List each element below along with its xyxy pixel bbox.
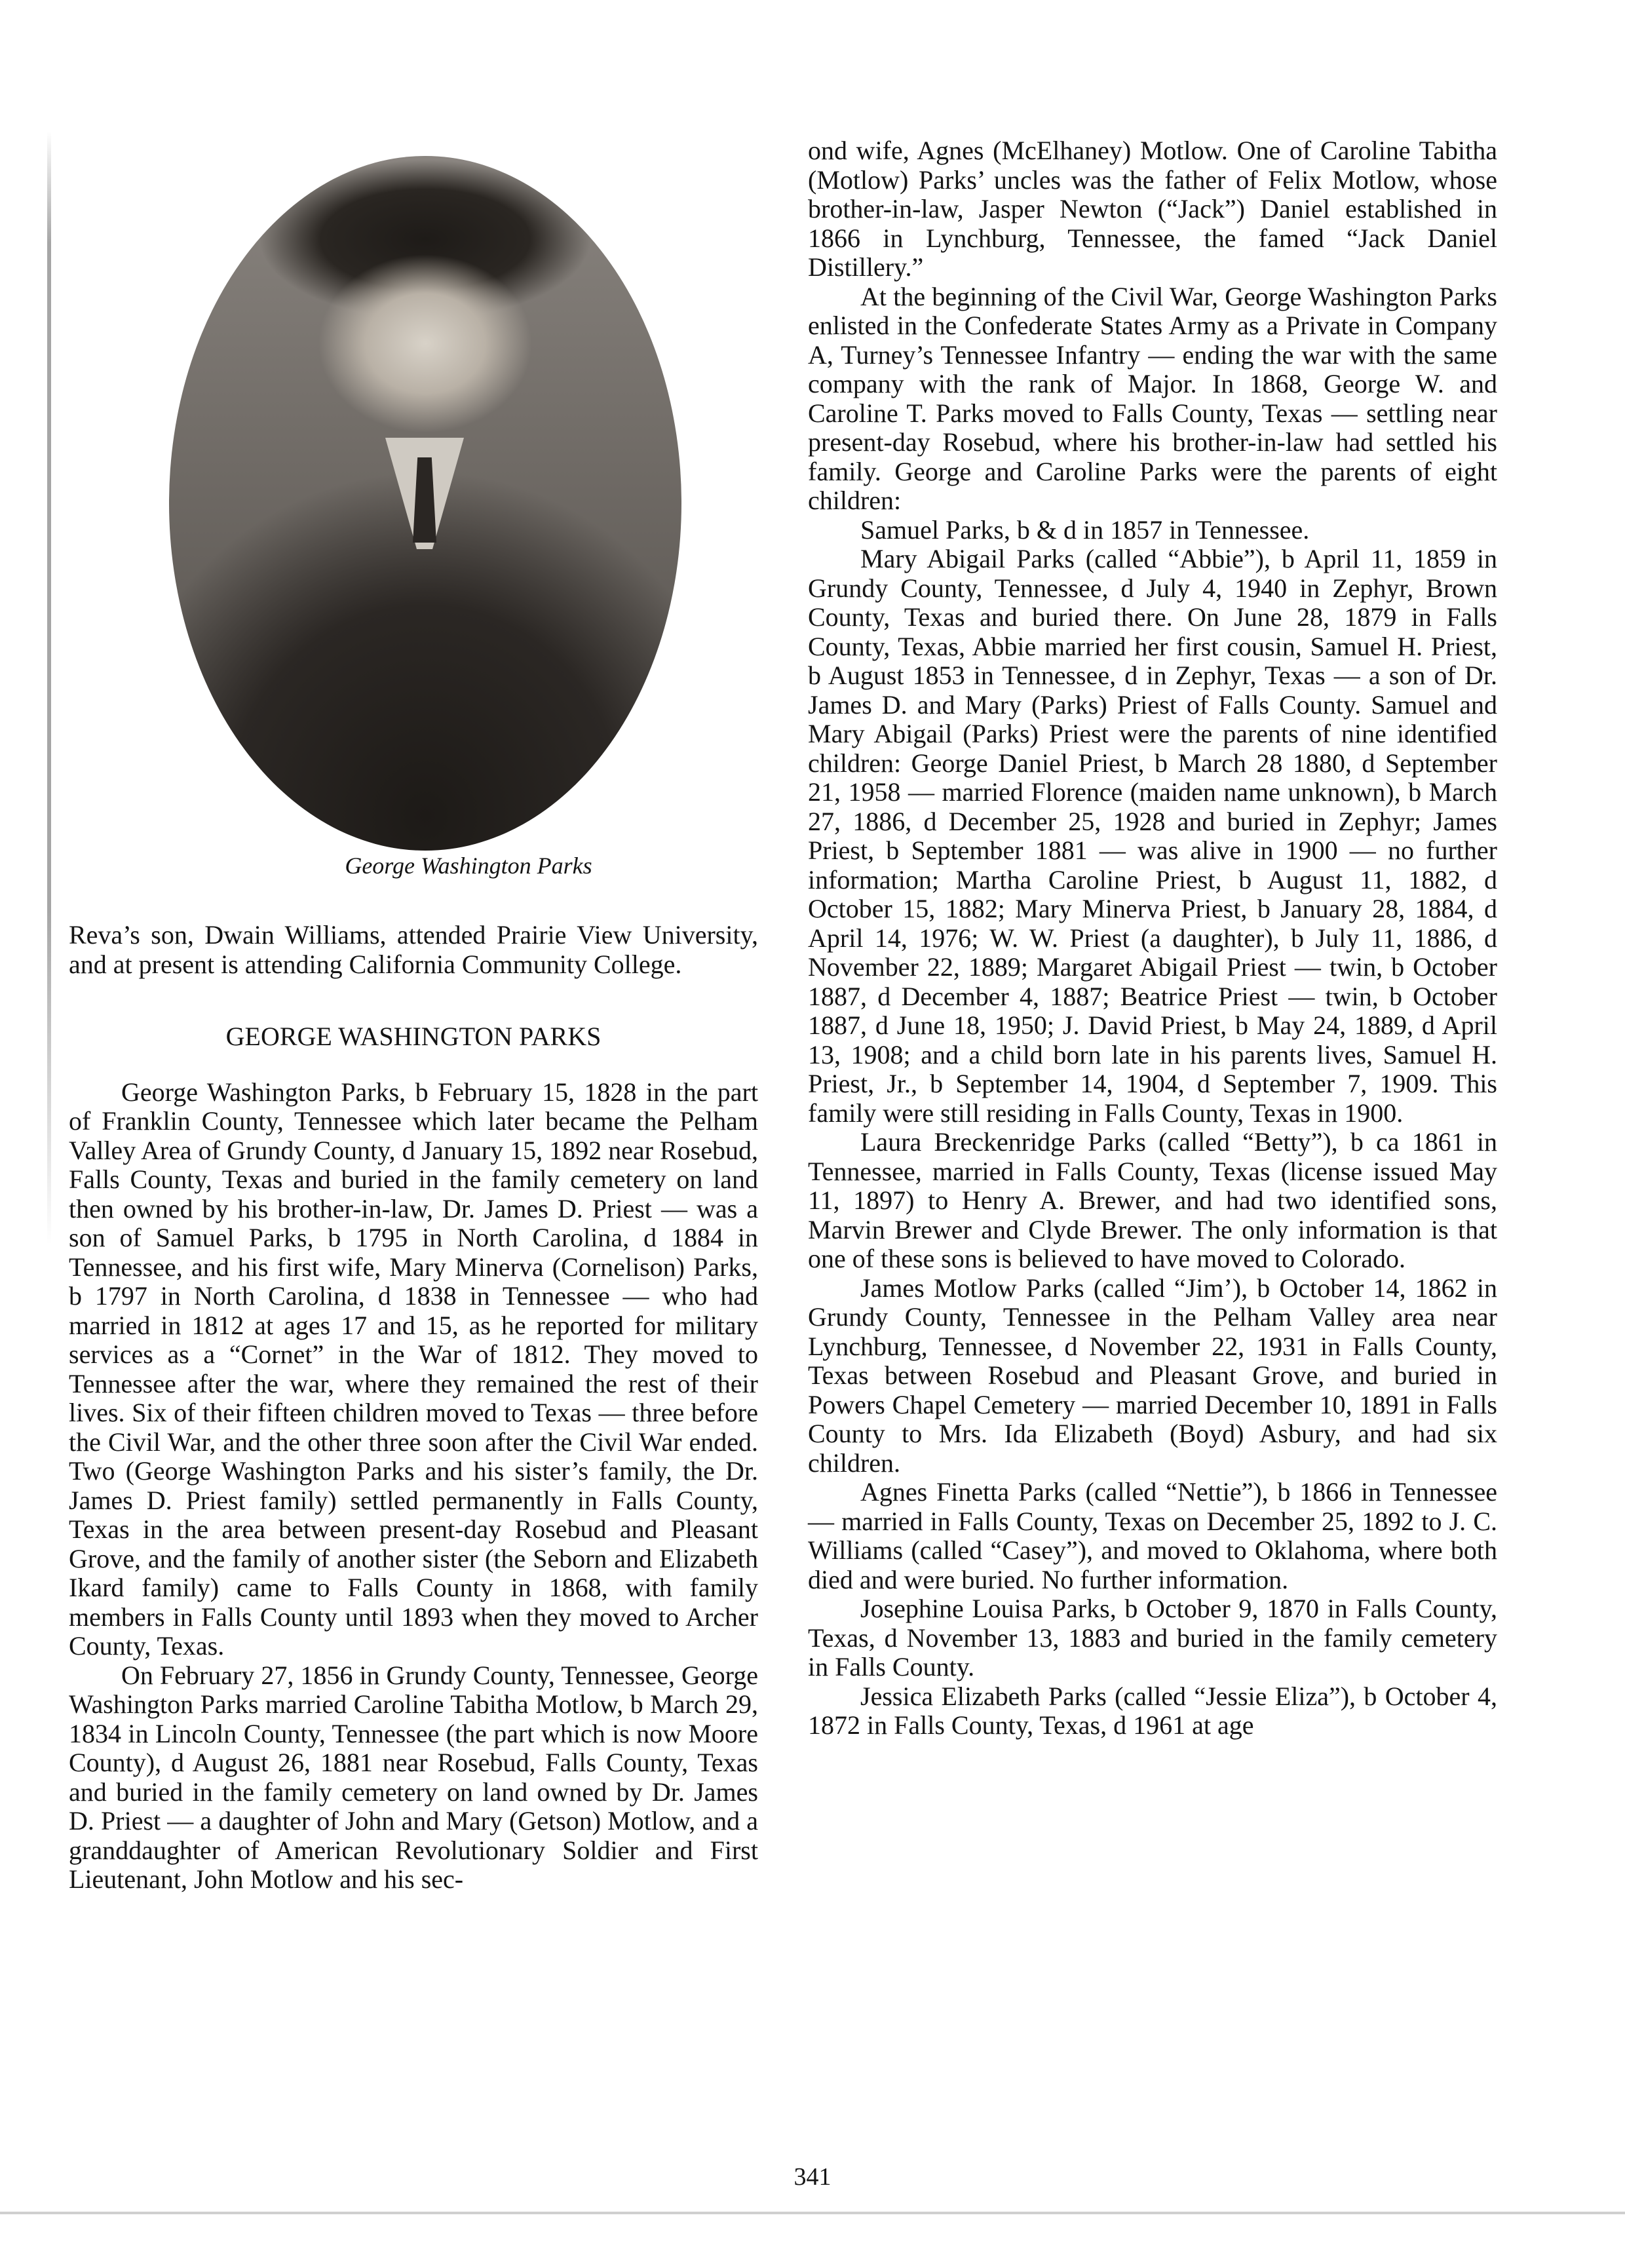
- body-paragraph: ond wife, Agnes (McElhaney) Motlow. One of Caroline Tabitha (Motlow) Parks’ uncles was the father of Felix Motlow, whose brother-in-law, Jasper Newton (“Jack”) Daniel established in 1866 in Lynchburg, Tennessee, the famed “Jack Daniel Distillery.”: [808, 136, 1497, 282]
- body-paragraph: Laura Breckenridge Parks (called “Betty”), b ca 1861 in Tennessee, married in Falls County, Texas (license issued May 11, 1897) to Henry A. Brewer, and had two identified sons, Marvin Brewer and Clyde Brewer. The only information is that one of these sons is believed to have moved to Colorado.: [808, 1127, 1497, 1273]
- body-paragraph: Jessica Elizabeth Parks (called “Jessie Eliza”), b October 4, 1872 in Falls County, Texas, d 1961 at age: [808, 1681, 1497, 1740]
- left-column: [69, 921, 758, 1894]
- body-paragraph: George Washington Parks, b February 15, 1828 in the part of Franklin County, Tennessee which later became the Pelham Valley Area of Grundy County, d January 15, 1892 near Rosebud, Falls County, Texas and buried in the family cemetery on land then owned by his brother-in-law, Dr. James D. Priest — was a son of Samuel Parks, b 1795 in North Carolina, d 1884 in Tennessee, and his first wife, Mary Minerva (Cornelison) Parks, b 1797 in North Carolina, d 1838 in Tennessee — who had married in 1812 at ages 17 and 15, as he reported for military services as a “Cornet” in the War of 1812. They moved to Tennessee after the war, where they remained the rest of their lives. Six of their fifteen children moved to Texas — three before the Civil War, and the other three soon after the Civil War ended. Two (George Washington Parks and his sister’s family, the Dr. James D. Priest family) settled permanently in Falls County, Texas in the area between present-day Rosebud and Pleasant Grove, and the family of another sister (the Seborn and Elizabeth Ikard family) came to Falls County in 1868, with family members in Falls County until 1893 when they moved to Archer County, Texas.: [69, 1077, 758, 1661]
- intro-paragraph: Reva’s son, Dwain Williams, attended Prairie View University, and at present is attending California Community College.: [69, 920, 758, 979]
- body-paragraph: Agnes Finetta Parks (called “Nettie”), b 1866 in Tennessee — married in Falls County, Texas on December 25, 1892 to J. C. Williams (called “Casey”), and moved to Oklahoma, where both died and were buried. No further information.: [808, 1477, 1497, 1594]
- body-paragraph: Josephine Louisa Parks, b October 9, 1870 in Falls County, Texas, d November 13, 1883 and buried in the family cemetery in Falls County.: [808, 1594, 1497, 1682]
- body-paragraph: At the beginning of the Civil War, George Washington Parks enlisted in the Confederate States Army as a Private in Company A, Turney’s Tennessee Infantry — ending the war with the same company with the rank of Major. In 1868, George W. and Caroline T. Parks moved to Falls County, Texas — settling near present-day Rosebud, where his brother-in-law had settled his family. George and Caroline Parks were the parents of eight children:: [808, 281, 1497, 515]
- body-paragraph: James Motlow Parks (called “Jim’), b October 14, 1862 in Grundy County, Tennessee in the Pelham Valley area near Lynchburg, Tennessee, d November 22, 1931 in Falls County, Texas between Rosebud and Pleasant Grove, and buried in Powers Chapel Cemetery — married December 10, 1891 in Falls County to Mrs. Ida Elizabeth (Boyd) Asbury, and had six children.: [808, 1273, 1497, 1478]
- scan-edge-line: [0, 2212, 1625, 2214]
- body-paragraph: Mary Abigail Parks (called “Abbie”), b April 11, 1859 in Grundy County, Tennessee, d July 4, 1940 in Zephyr, Brown County, Texas and buried there. On June 28, 1879 in Falls County, Texas, Abbie married her first cousin, Samuel H. Priest, b August 1853 in Tennessee, d in Zephyr, Texas — a son of Dr. James D. and Mary (Parks) Priest of Falls County. Samuel and Mary Abigail (Parks) Priest were the parents of nine identified children: George Daniel Priest, b March 28 1880, d September 21, 1958 — married Florence (maiden name unknown), b March 27, 1886, d December 25, 1928 and buried in Zephyr; James Priest, b September 1881 — was alive in 1900 — no further information; Martha Caroline Priest, b August 11, 1882, d October 15, 1882; Mary Minerva Priest, b January 28, 1884, d April 14, 1976; W. W. Priest (a daughter), b July 11, 1886, d November 22, 1889; Margaret Abigail Priest — twin, b October 1887, d December 4, 1887; Beatrice Priest — twin, b October 1887, d June 18, 1950; J. David Priest, b May 24, 1889, d April 13, 1908; and a child born late in his parents lives, Samuel H. Priest, Jr., b September 14, 1904, d September 7, 1909. This family were still residing in Falls County, Texas in 1900.: [808, 544, 1497, 1128]
- body-paragraph: On February 27, 1856 in Grundy County, Tennessee, George Washington Parks married Caroline Tabitha Motlow, b March 29, 1834 in Lincoln County, Tennessee (the part which is now Moore County), d August 26, 1881 near Rosebud, Falls County, Texas and buried in the family cemetery on land owned by Dr. James D. Priest — a daughter of John and Mary (Getson) Motlow, and a granddaughter of American Revolutionary Soldier and First Lieutenant, John Motlow and his sec-: [69, 1660, 758, 1894]
- section-heading: GEORGE WASHINGTON PARKS: [225, 1022, 602, 1051]
- binding-shadow: [47, 131, 51, 1245]
- page-number: 341: [793, 2163, 832, 2191]
- photo-caption: George Washington Parks: [345, 853, 592, 879]
- portrait-photo: [169, 156, 681, 851]
- body-paragraph: Samuel Parks, b & d in 1857 in Tennessee.: [860, 514, 1310, 545]
- right-column: [808, 136, 1497, 1740]
